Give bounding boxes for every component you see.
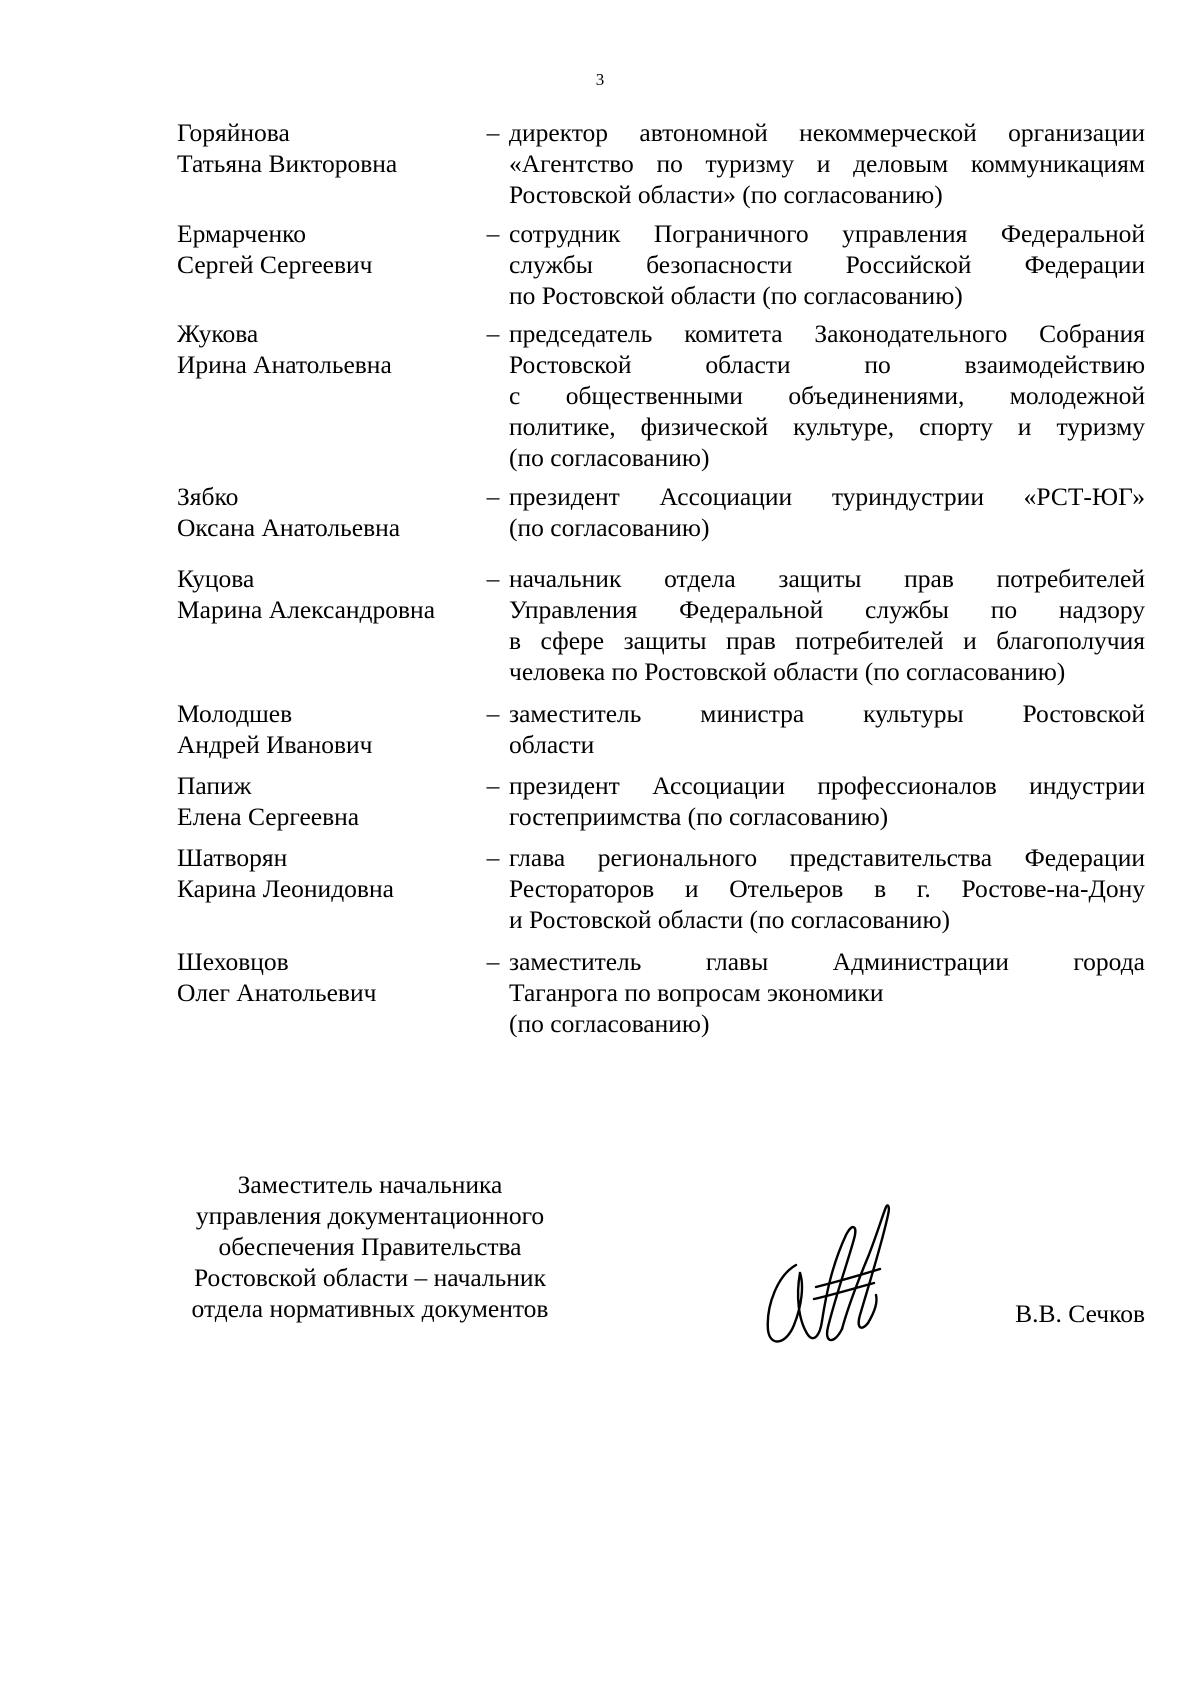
role-line: службы безопасности Российской Федерации — [509, 250, 1145, 279]
role-line: Рестораторов и Отельеров в г. Ростове-на-Дону — [509, 874, 1145, 903]
role-line: по Ростовской области (по согласованию) — [509, 281, 963, 310]
member-name — [177, 698, 477, 760]
role-line: Управления Федеральной службы по надзору — [509, 595, 1145, 624]
member-name — [177, 117, 477, 210]
role-line: Ростовской области» (по согласованию) — [509, 180, 943, 209]
role-line: (по согласованию) — [509, 443, 710, 472]
member-role — [509, 218, 1145, 311]
member-name — [177, 218, 477, 311]
member-role — [509, 481, 1145, 543]
role-line: Ростовской области по взаимодействию — [509, 350, 1145, 379]
member-given-names: Карина Леонидовна — [177, 874, 394, 903]
member-name — [177, 770, 477, 832]
member-entry — [177, 117, 1145, 210]
member-surname: Молодшев — [177, 699, 293, 728]
member-role — [509, 117, 1145, 210]
member-given-names: Олег Анатольевич — [177, 978, 377, 1007]
role-line: «Агентство по туризму и деловым коммуникациям — [509, 149, 1145, 178]
member-surname: Зябко — [177, 482, 239, 511]
member-given-names: Марина Александровна — [177, 595, 436, 624]
member-given-names: Татьяна Викторовна — [177, 149, 398, 178]
member-given-names: Елена Сергеевна — [177, 802, 360, 831]
signer-title-line: Ростовской области – начальник — [194, 1263, 546, 1292]
member-surname: Горяйнова — [177, 118, 290, 147]
signer-title — [150, 1169, 590, 1324]
signer-title-line: управления документационного — [195, 1201, 545, 1230]
signer-name: В.В. Сечков — [1015, 1299, 1145, 1328]
member-dash: – — [486, 482, 500, 511]
role-line: области — [509, 730, 595, 759]
member-dash: – — [486, 771, 500, 800]
members-list — [177, 117, 1145, 1039]
role-line: (по согласованию) — [509, 1009, 710, 1038]
member-role — [509, 318, 1145, 473]
member-dash: – — [486, 118, 500, 147]
signer-title-line: отдела нормативных документов — [191, 1294, 549, 1323]
member-entry — [177, 946, 1145, 1039]
role-line: гостеприимства (по согласованию) — [509, 802, 889, 831]
member-role — [509, 946, 1145, 1039]
role-line: заместитель главы Администрации города — [509, 947, 1145, 976]
member-name — [177, 946, 477, 1039]
role-line: политике, физической культуре, спорту и туризму — [509, 412, 1145, 441]
member-role — [509, 563, 1145, 687]
member-given-names: Оксана Анатольевна — [177, 513, 401, 542]
role-line: (по согласованию) — [509, 513, 710, 542]
role-line: сотрудник Пограничного управления Федеральной — [509, 219, 1145, 248]
member-dash: – — [486, 843, 500, 872]
member-name — [177, 318, 477, 473]
member-entry — [177, 842, 1145, 935]
member-surname: Ермарченко — [177, 219, 306, 248]
role-line: Таганрога по вопросам экономики — [509, 978, 884, 1007]
role-line: начальник отдела защиты прав потребителей — [509, 564, 1145, 593]
member-entry — [177, 481, 1145, 543]
member-surname: Шатворян — [177, 843, 288, 872]
role-line: человека по Ростовской области (по согласованию) — [509, 657, 1066, 686]
member-dash: – — [486, 564, 500, 593]
role-line: директор автономной некоммерческой организации — [509, 118, 1145, 147]
member-entry — [177, 218, 1145, 311]
member-role — [509, 698, 1145, 760]
page-number: 3 — [595, 70, 605, 89]
member-surname: Шеховцов — [177, 947, 289, 976]
member-given-names: Андрей Иванович — [177, 730, 373, 759]
member-surname: Куцова — [177, 564, 255, 593]
handwritten-signature — [756, 1195, 906, 1355]
member-role — [509, 842, 1145, 935]
signer-title-line: Заместитель начальника — [237, 1170, 503, 1199]
role-line: заместитель министра культуры Ростовской — [509, 699, 1145, 728]
member-entry — [177, 770, 1145, 832]
member-role — [509, 770, 1145, 832]
member-entry — [177, 318, 1145, 473]
role-line: в сфере защиты прав потребителей и благополучия — [509, 626, 1145, 655]
member-entry — [177, 698, 1145, 760]
signer-title-line: обеспечения Правительства — [218, 1232, 522, 1261]
member-name — [177, 842, 477, 935]
member-name — [177, 563, 477, 687]
member-name — [177, 481, 477, 543]
role-line: глава регионального представительства Федерации — [509, 843, 1145, 872]
role-line: и Ростовской области (по согласованию) — [509, 905, 950, 934]
role-line: председатель комитета Законодательного Собрания — [509, 319, 1145, 348]
member-entry — [177, 563, 1145, 687]
role-line: президент Ассоциации туриндустрии «РСТ-ЮГ» — [509, 482, 1145, 511]
member-given-names: Ирина Анатольевна — [177, 350, 392, 379]
member-dash: – — [486, 219, 500, 248]
role-line: с общественными объединениями, молодежной — [509, 381, 1145, 410]
member-dash: – — [486, 699, 500, 728]
member-surname: Жукова — [177, 319, 259, 348]
member-dash: – — [486, 319, 500, 348]
role-line: президент Ассоциации профессионалов индустрии — [509, 771, 1145, 800]
member-dash: – — [486, 947, 500, 976]
member-surname: Папиж — [177, 771, 252, 800]
member-given-names: Сергей Сергеевич — [177, 250, 373, 279]
